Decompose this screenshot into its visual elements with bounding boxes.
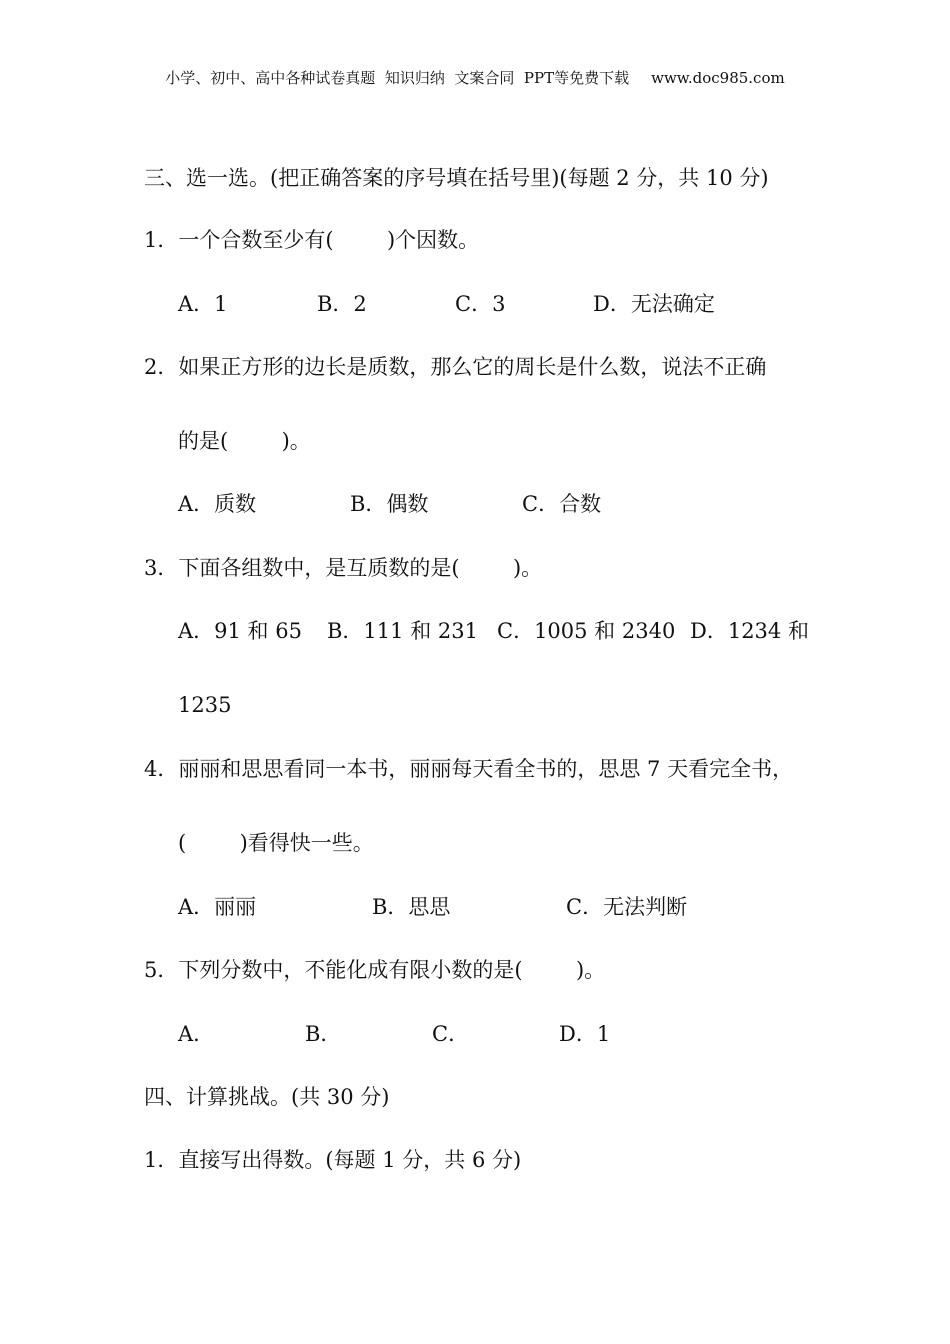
section-4-title: 四、计算挑战。(共 30 分)	[144, 1085, 390, 1109]
q4-stem-line2: ( )看得快一些。	[178, 831, 374, 855]
q5-option-c: C．	[432, 1022, 470, 1046]
q1-option-d: D．无法确定	[593, 292, 715, 316]
q3-option-d-continued: 1235	[178, 693, 232, 717]
q1-option-a: A．1	[178, 292, 228, 316]
q2-option-a: A．质数	[178, 492, 257, 516]
header-text: 小学、初中、高中各种试卷真题 知识归纳 文案合同 PPT等免费下载	[165, 69, 630, 87]
section-3-title: 三、选一选。(把正确答案的序号填在括号里)(每题 2 分，共 10 分)	[144, 166, 769, 190]
section-4-item-1: 1．直接写出得数。(每题 1 分，共 6 分)	[144, 1148, 522, 1172]
q5-option-b: B．	[305, 1022, 342, 1046]
q3-option-a: A．91 和 65	[178, 619, 302, 643]
q2-option-c: C．合数	[522, 492, 602, 516]
q2-option-b: B．偶数	[350, 492, 429, 516]
q3-option-d: D．1234 和	[690, 619, 809, 643]
q3-option-b: B．111 和 231	[327, 619, 478, 643]
q1-option-c: C．3	[455, 292, 506, 316]
q2-stem-line2: 的是( )。	[178, 429, 311, 453]
q5-option-d: D．1	[559, 1022, 611, 1046]
q4-option-b: B．思思	[372, 895, 451, 919]
header-site-link[interactable]: www.doc985.com	[651, 69, 785, 87]
q5-option-a: A．	[178, 1022, 215, 1046]
q1-option-b: B．2	[317, 292, 367, 316]
q1-stem: 1．一个合数至少有( )个因数。	[144, 228, 480, 252]
q2-stem-line1: 2．如果正方形的边长是质数，那么它的周长是什么数，说法不正确	[144, 355, 767, 379]
q4-stem-line1: 4．丽丽和思思看同一本书，丽丽每天看全书的，思思 7 天看完全书，	[144, 757, 794, 781]
q5-stem: 5．下列分数中，不能化成有限小数的是( )。	[144, 958, 606, 982]
q4-option-c: C．无法判断	[566, 895, 688, 919]
q3-stem: 3．下面各组数中，是互质数的是( )。	[144, 556, 543, 580]
q4-option-a: A．丽丽	[178, 895, 257, 919]
page-header	[0, 66, 950, 90]
q3-option-c: C．1005 和 2340	[497, 619, 676, 643]
